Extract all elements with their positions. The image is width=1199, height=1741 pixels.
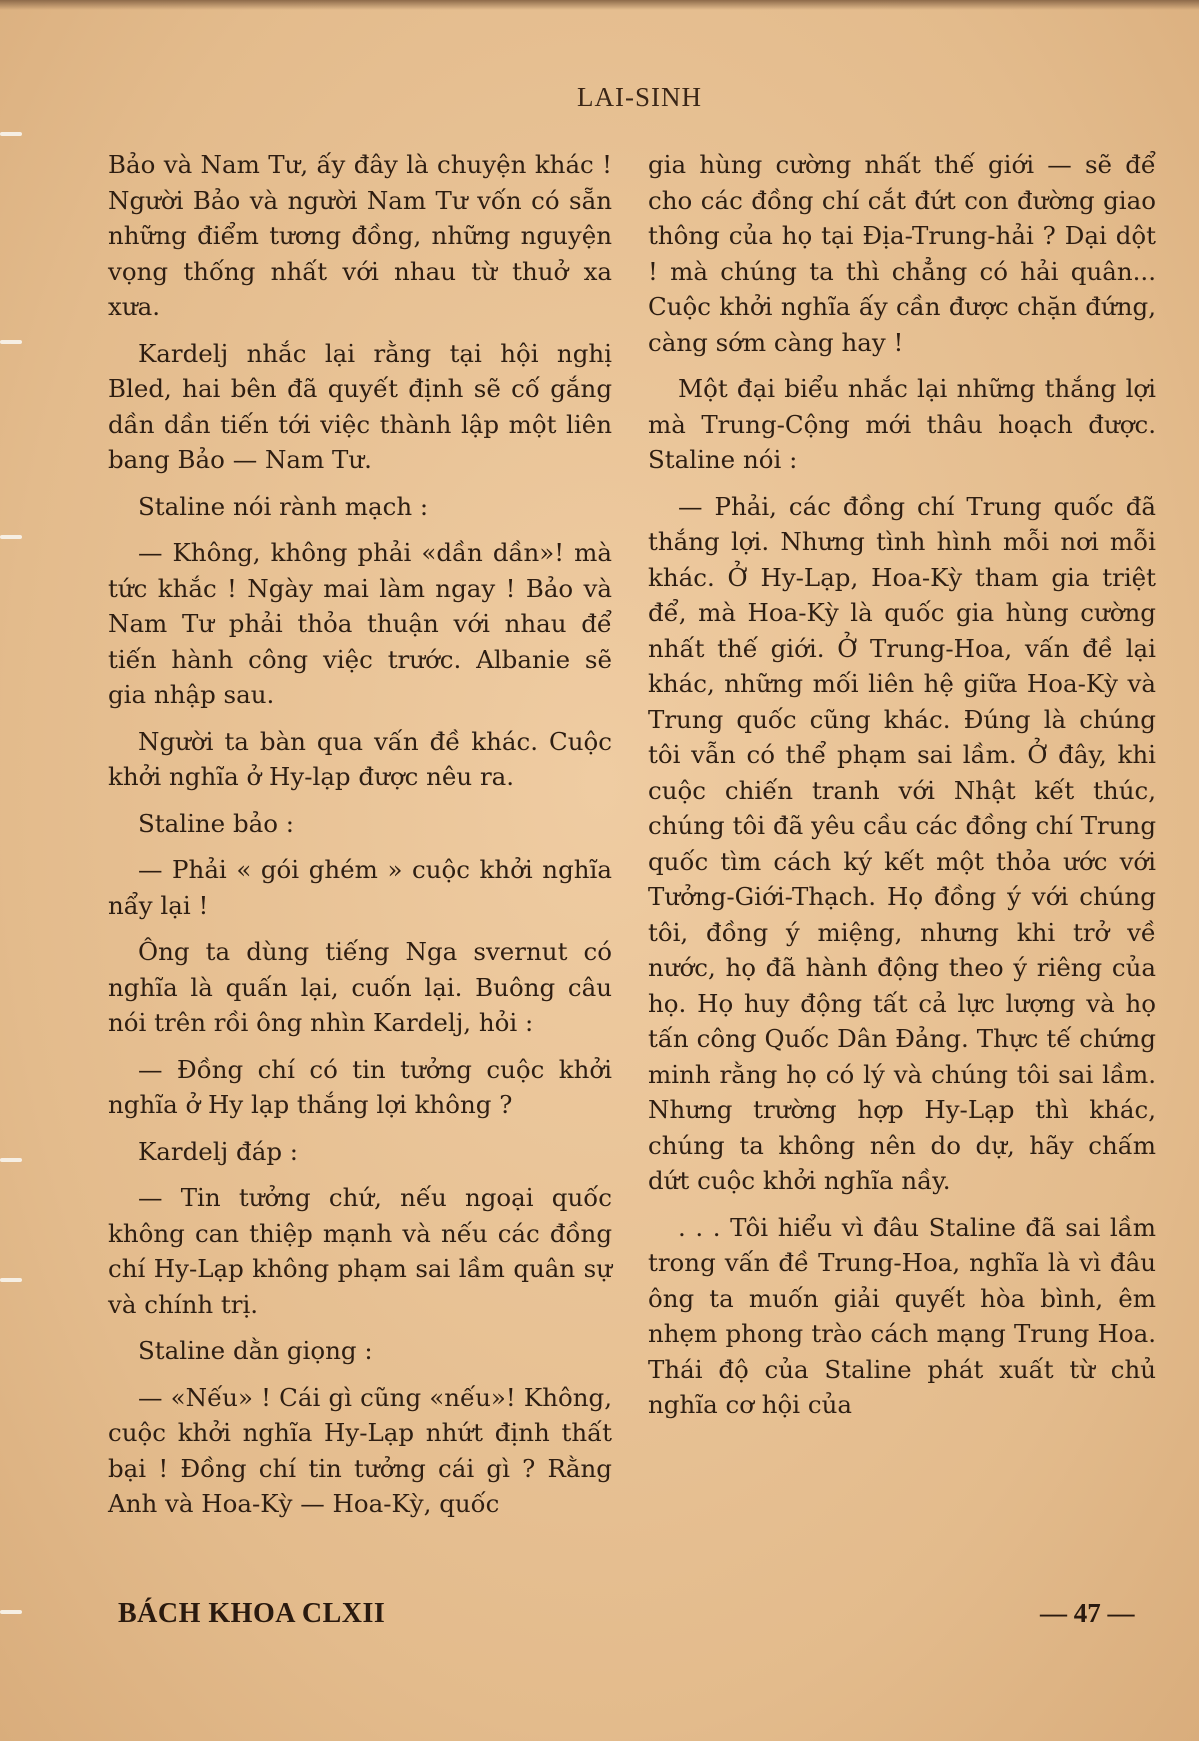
binding-mark [0,1158,22,1162]
paragraph: — «Nếu» ! Cái gì cũng «nếu»! Không, cuộc khởi nghĩa Hy-Lạp nhứt định thất bại ! Đồng chí tin tưởng cái gì ? Rằng Anh và Hoa-Kỳ — Hoa-Kỳ, quốc [108,1382,612,1518]
binding-mark [0,1610,22,1614]
paragraph: Staline bảo : [138,808,295,838]
right-text-column [648,147,1156,1423]
page-number: — 47 — [1040,1598,1135,1628]
binding-mark [0,1278,22,1282]
paragraph: Kardelj nhắc lại rằng tại hội nghị Bled, hai bên đã quyết định sẽ cố gắng dần dần tiến tới việc thành lập một liên bang Bảo — Nam Tư. [108,338,612,474]
binding-mark [0,535,22,539]
paragraph: — Không, không phải «dần dần»! mà tức khắc ! Ngày mai làm ngay ! Bảo và Nam Tư phải thỏa thuận với nhau để tiến hành công việc trước. Albanie sẽ gia nhập sau. [108,538,612,709]
paragraph: — Phải, các đồng chí Trung quốc đã thắng lợi. Nhưng tình hình mỗi nơi mỗi khác. Ở Hy-Lạp, Hoa-Kỳ tham gia triệt để, mà Hoa-Kỳ là quốc gia hùng cường nhất thế giới. Ở Trung-Hoa, vấn đề lại khác, những mối liên hệ giữa Hoa-Kỳ và Trung quốc cũng khác. Đúng là chúng tôi vẫn có thể phạm sai lầm. Ở đây, khi cuộc chiến tranh với Nhật kết thúc, chúng tôi đã yêu cầu các đồng chí Trung quốc tìm cách ký kết một thỏa ước với Tưởng-Giới-Thạch. Họ đồng ý với chúng tôi, đồng ý miệng, nhưng khi trở về nước, họ đã hành động theo ý riêng của họ. Họ huy động tất cả lực lượng và họ tấn công Quốc Dân Đảng. Thực tế chứng minh rằng họ có lý và chúng tôi sai lầm. Nhưng trường hợp Hy-Lạp thì khác, chúng ta không nên do dự, hãy chấm dứt cuộc khởi nghĩa nầy. [648,491,1156,1195]
paragraph: . . . Tôi hiểu vì đâu Staline đã sai lầm trong vấn đề Trung-Hoa, nghĩa là vì đâu ông ta muốn giải quyết hòa bình, êm nhẹm phong trào cách mạng Trung Hoa. Thái độ của Staline phát xuất từ chủ nghĩa cơ hội của [648,1212,1156,1419]
paragraph: — Phải « gói ghém » cuộc khởi nghĩa nẩy lại ! [108,855,612,920]
page-top-edge [0,0,1199,10]
paragraph: Kardelj đáp : [138,1136,299,1166]
paragraph: Bảo và Nam Tư, ấy đây là chuyện khác ! Người Bảo và người Nam Tư vốn có sẵn những điểm tương đồng, những nguyện vọng thống nhất với nhau từ thuở xa xưa. [108,150,612,321]
publication-footer: BÁCH KHOA CLXII [118,1598,386,1629]
left-text-column [108,147,612,1522]
paragraph: Staline dằn giọng : [138,1336,373,1365]
paragraph: gia hùng cường nhất thế giới — sẽ để cho các đồng chí cắt đứt con đường giao thông của họ tại Địa-Trung-hải ? Dại dột ! mà chúng ta thì chẳng có hải quân... Cuộc khởi nghĩa ấy cần được chặn đứng, càng sớm càng hay ! [648,150,1156,357]
running-title: LAI-SINH [577,82,702,112]
binding-mark [0,340,22,344]
binding-mark [0,132,22,136]
paragraph: — Đồng chí có tin tưởng cuộc khởi nghĩa ở Hy lạp thắng lợi không ? [108,1054,612,1119]
paragraph: — Tin tưởng chứ, nếu ngoại quốc không can thiệp mạnh và nếu các đồng chí Hy-Lạp không phạm sai lầm quân sự và chính trị. [108,1183,612,1319]
paragraph: Staline nói rành mạch : [138,491,429,521]
paragraph: Ông ta dùng tiếng Nga svernut có nghĩa là quấn lại, cuốn lại. Buông câu nói trên rồi ông nhìn Kardelj, hỏi : [108,937,612,1037]
paragraph: Một đại biểu nhắc lại những thắng lợi mà Trung-Cộng mới thâu hoạch được. Staline nói : [648,374,1156,474]
paragraph: Người ta bàn qua vấn đề khác. Cuộc khởi nghĩa ở Hy-lạp được nêu ra. [108,726,612,791]
